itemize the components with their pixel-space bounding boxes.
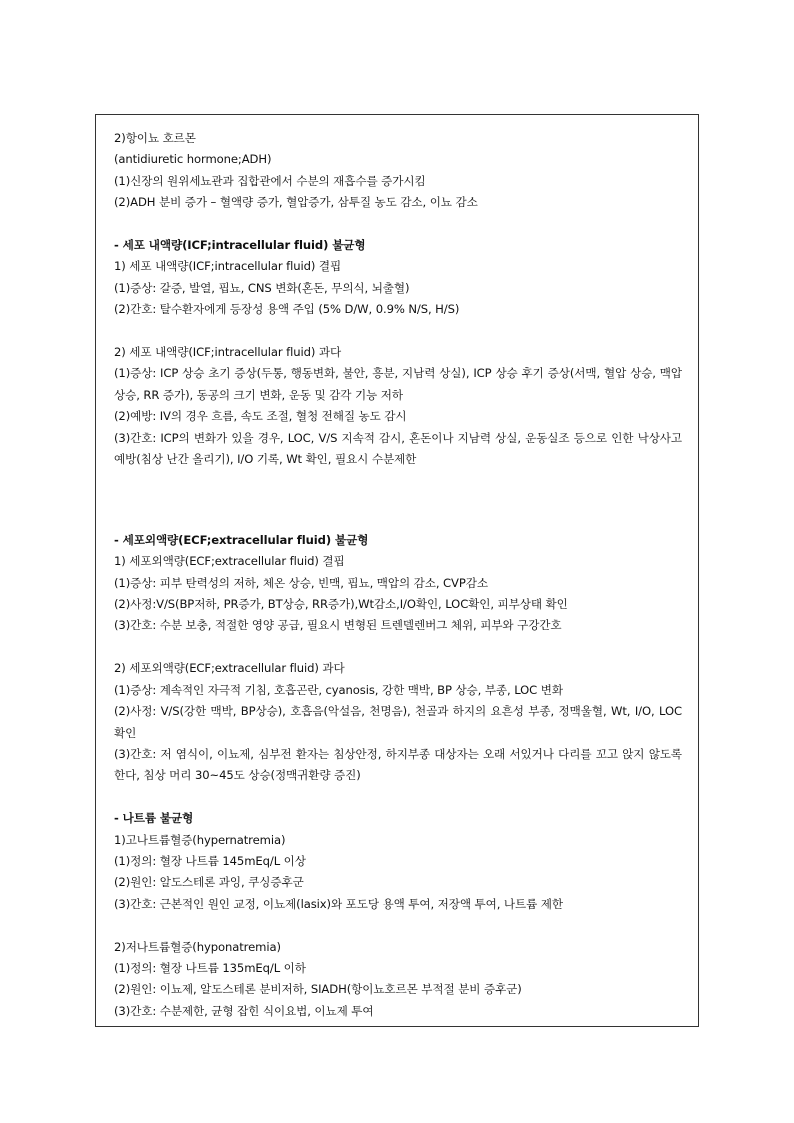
ecf-deficit-title: 1) 세포외액량(ECF;extracellular fluid) 결핍 xyxy=(114,554,345,569)
document-box xyxy=(95,114,699,1027)
hypernatremia-title: 1)고나트륨혈증(hypernatremia) xyxy=(114,832,286,847)
ecf-deficit-line-2: (2)사정:V/S(BP저하, PR증가, BT상승, RR증가),Wt감소,I/O확인, LOC확인, 피부상태 확인 xyxy=(114,597,568,612)
spacer xyxy=(114,915,682,936)
spacer xyxy=(114,508,682,529)
ecf-heading: - 세포외액량(ECF;extracellular fluid) 불균형 xyxy=(114,532,369,547)
icf-excess-title: 2) 세포 내액량(ICF;intracellular fluid) 과다 xyxy=(114,345,342,360)
hypernatremia-line-1: (1)정의: 혈장 나트륨 145mEq/L 이상 xyxy=(114,853,306,868)
icf-excess-line-1: (1)증상: ICP 상승 초기 증상(두통, 행동변화, 불안, 흥분, 지남력 상실), ICP 상승 후기 증상(서맥, 혈압 상승, 맥압 상승, RR 증가), 동공의 크기 변화, 운동 및 감각 기능 저하 xyxy=(114,366,682,402)
hyponatremia-line-1: (1)정의: 혈장 나트륨 135mEq/L 이하 xyxy=(114,960,306,975)
sodium-heading: - 나트륨 불균형 xyxy=(114,811,194,826)
ecf-deficit-line-1: (1)증상: 피부 탄력성의 저하, 체온 상승, 빈맥, 핍뇨, 맥압의 감소, CVP감소 xyxy=(114,575,488,590)
hyponatremia-line-3: (3)간호: 수분제한, 균형 잡힌 식이요법, 이뇨제 투여 xyxy=(114,1003,374,1018)
adh-title: 2)항이뇨 호르몬 xyxy=(114,131,196,145)
icf-deficit-line-1: (1)증상: 갈증, 발열, 핍뇨, CNS 변화(혼돈, 무의식, 뇌출혈) xyxy=(114,280,410,295)
spacer xyxy=(114,787,682,808)
adh-line-2: (2)ADH 분비 증가 – 혈액량 증가, 혈압증가, 삼투질 농도 감소, 이뇨 감소 xyxy=(114,195,478,210)
icf-excess-line-2: (2)예방: IV의 경우 흐름, 속도 조절, 혈청 전해질 농도 감시 xyxy=(114,409,407,424)
hypernatremia-line-2: (2)원인: 알도스테론 과잉, 쿠싱증후군 xyxy=(114,875,304,890)
spacer xyxy=(114,637,682,658)
document-content xyxy=(114,128,682,1022)
icf-excess-line-3: (3)간호: ICP의 변화가 있을 경우, LOC, V/S 지속적 감시, 혼돈이나 지남력 상실, 운동실조 등으로 인한 낙상사고 예방(침상 난간 올리기), I/O 기록, Wt 확인, 필요시 수분제한 xyxy=(114,430,682,467)
ecf-excess-line-1: (1)증상: 계속적인 자극적 기침, 호흡곤란, cyanosis, 강한 맥박, BP 상승, 부종, LOC 변화 xyxy=(114,682,563,697)
icf-deficit-title: 1) 세포 내액량(ICF;intracellular fluid) 결핍 xyxy=(114,259,342,274)
ecf-excess-title: 2) 세포외액량(ECF;extracellular fluid) 과다 xyxy=(114,661,345,676)
spacer xyxy=(114,214,682,235)
adh-subtitle: (antidiuretic hormone;ADH) xyxy=(114,152,272,167)
icf-heading: - 세포 내액량(ICF;intracellular fluid) 불균형 xyxy=(114,238,366,253)
ecf-excess-line-2: (2)사정: V/S(강한 맥박, BP상승), 호흡음(악설음, 천명음), 천골과 하지의 요흔성 부종, 정맥울혈, Wt, I/O, LOC 확인 xyxy=(114,704,682,740)
spacer xyxy=(114,470,682,508)
icf-deficit-line-2: (2)간호: 탈수환자에게 등장성 용액 주입 (5% D/W, 0.9% N/S, H/S) xyxy=(114,302,460,317)
hypernatremia-line-3: (3)간호: 근본적인 원인 교정, 이뇨제(lasix)와 포도당 용액 투여, 저장액 투여, 나트륨 제한 xyxy=(114,896,564,911)
ecf-excess-line-3: (3)간호: 저 염식이, 이뇨제, 심부전 환자는 침상안정, 하지부종 대상자는 오래 서있거나 다리를 꼬고 앉지 않도록 한다, 침상 머리 30~45도 상승(정맥귀환량 증진) xyxy=(114,746,682,783)
spacer xyxy=(114,321,682,342)
adh-line-1: (1)신장의 원위세뇨관과 집합관에서 수분의 재흡수를 증가시킴 xyxy=(114,173,426,188)
hyponatremia-line-2: (2)원인: 이뇨제, 알도스테론 분비저하, SIADH(항이뇨호르몬 부적절 분비 증후군) xyxy=(114,982,522,997)
ecf-deficit-line-3: (3)간호: 수분 보충, 적절한 영양 공급, 필요시 변형된 트렌델렌버그 체위, 피부와 구강간호 xyxy=(114,618,562,633)
hyponatremia-title: 2)저나트륨혈증(hyponatremia) xyxy=(114,939,281,954)
